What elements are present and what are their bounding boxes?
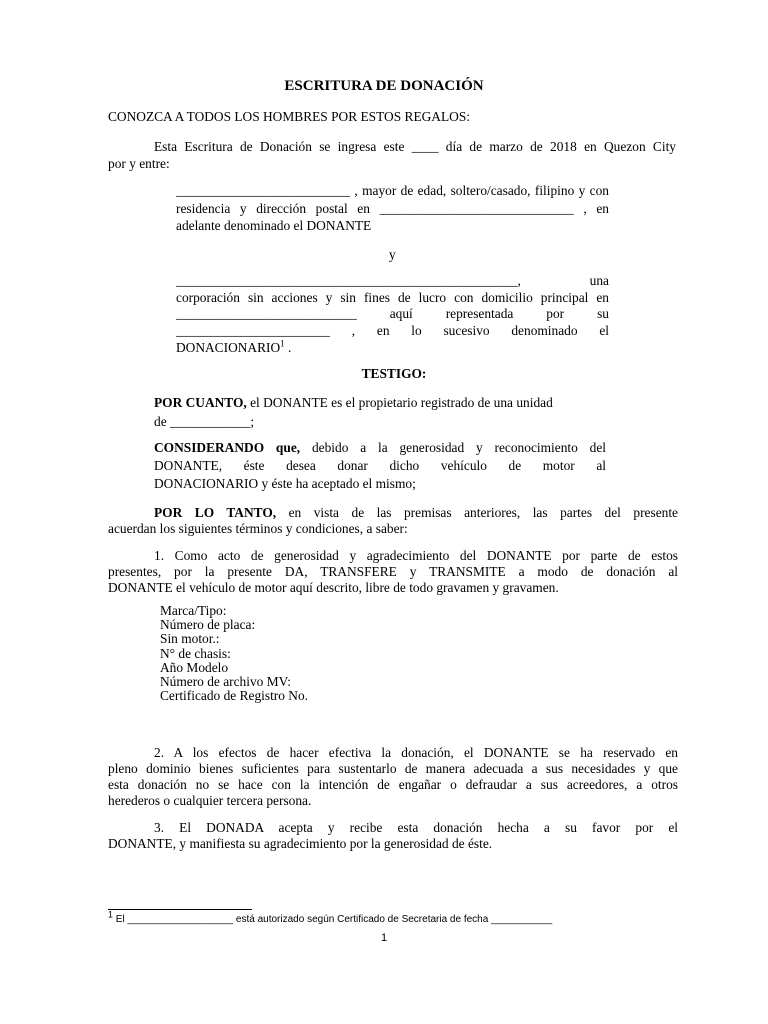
por-lo-tanto-text: en vista de las premisas anteriores, las partes del presente	[276, 505, 679, 520]
clause-1-line-2: presentes, por la presente DA, TRANSFERE y TRANSMITE a modo de donación al	[108, 564, 678, 579]
vehicle-field-brand: Marca/Tipo:	[160, 603, 227, 618]
clause-3-line-1: 3. El DONADA acepta y recibe esta donación hecha a su favor por el	[154, 820, 678, 835]
por-lo-tanto-line-1	[154, 504, 678, 521]
donatario-label: DONACIONARIO	[176, 340, 281, 355]
por-lo-tanto-line-2: acuerdan los siguientes términos y condiciones, a saber:	[108, 521, 408, 536]
vehicle-field-model-year: Año Modelo	[160, 659, 229, 675]
vehicle-field-chassis: N° de chasis:	[160, 645, 231, 661]
vehicle-field-mv-file: Número de archivo MV:	[160, 674, 292, 690]
footnote-text: El ___________________ está autorizado según Certificado de Secretaria de fecha ___________	[113, 914, 553, 925]
donante-line-3: adelante denominado el DONANTE	[176, 218, 372, 233]
witness-heading: TESTIGO:	[361, 366, 427, 381]
por-cuanto-line-1	[154, 394, 553, 411]
intro-line-1: Esta Escritura de Donación se ingresa este ____ día de marzo de 2018 en Quezon City	[154, 139, 676, 154]
vehicle-field-plate: Número de placa:	[160, 617, 256, 633]
donatario-line-2: corporación sin acciones y sin fines de lucro con domicilio principal en	[176, 290, 609, 305]
considerando-line-1	[154, 439, 606, 456]
por-cuanto-text: el DONANTE es el propietario registrado de una unidad	[246, 395, 553, 410]
footnote-reference: 1	[280, 338, 285, 349]
clause-2-line-3: esta donación no se hace con la intención de engañar o defraudar a sus acreedores, a otros	[108, 777, 678, 792]
donatario-line-1: ___________________________________________________, una	[176, 273, 609, 288]
salutation: CONOZCA A TODOS LOS HOMBRES POR ESTOS REGALOS:	[108, 109, 470, 124]
vehicle-field-registration: Certificado de Registro No.	[160, 688, 309, 704]
donatario-line-5	[176, 339, 291, 356]
por-cuanto-line-2: de ____________;	[154, 414, 255, 429]
conjunction: y	[389, 247, 396, 262]
considerando-line-2: DONANTE, éste desea donar dicho vehículo de motor al	[154, 458, 606, 473]
clause-2-line-1: 2. A los efectos de hacer efectiva la donación, el DONANTE se ha reservado en	[154, 745, 678, 760]
intro-line-2: por y entre:	[108, 156, 170, 171]
considerando-text: debido a la generosidad y reconocimiento del	[300, 440, 606, 455]
donatario-line-4: _______________________ , en lo sucesivo denominado el	[176, 323, 609, 338]
clause-2-line-4: herederos o cualquier tercera persona.	[108, 793, 312, 808]
donante-line-2: residencia y dirección postal en _____________________________ , en	[176, 201, 609, 216]
por-lo-tanto-lead: POR LO TANTO,	[154, 505, 277, 520]
donatario-line-5-end: .	[284, 340, 292, 355]
por-cuanto-lead: POR CUANTO,	[154, 395, 247, 410]
clause-1-line-3: DONANTE el vehículo de motor aquí descrito, libre de todo gravamen y gravamen.	[108, 580, 559, 595]
clause-1-line-1: 1. Como acto de generosidad y agradecimiento del DONANTE por parte de estos	[154, 548, 678, 563]
vehicle-fields-list	[160, 604, 308, 703]
donatario-line-3: ___________________________ aquí representada por su	[176, 306, 609, 321]
clause-3-line-2: DONANTE, y manifiesta su agradecimiento por la generosidad de éste.	[108, 836, 493, 851]
considerando-line-3: DONACIONARIO y éste ha aceptado el mismo;	[154, 476, 416, 491]
footnote-number: 1	[108, 909, 114, 920]
donante-line-1: __________________________ , mayor de edad, soltero/casado, filipino y con	[176, 183, 609, 198]
clause-2-line-2: pleno dominio bienes suficientes para sustentarlo de manera adecuada a sus necesidades y que	[108, 761, 678, 776]
vehicle-field-engine: Sin motor.:	[160, 631, 220, 647]
page-number: 1	[380, 932, 388, 944]
footnote	[108, 909, 553, 926]
footnote-separator	[108, 909, 252, 910]
considerando-lead: CONSIDERANDO que,	[154, 440, 301, 455]
document-title: ESCRITURA DE DONACIÓN	[284, 78, 484, 94]
